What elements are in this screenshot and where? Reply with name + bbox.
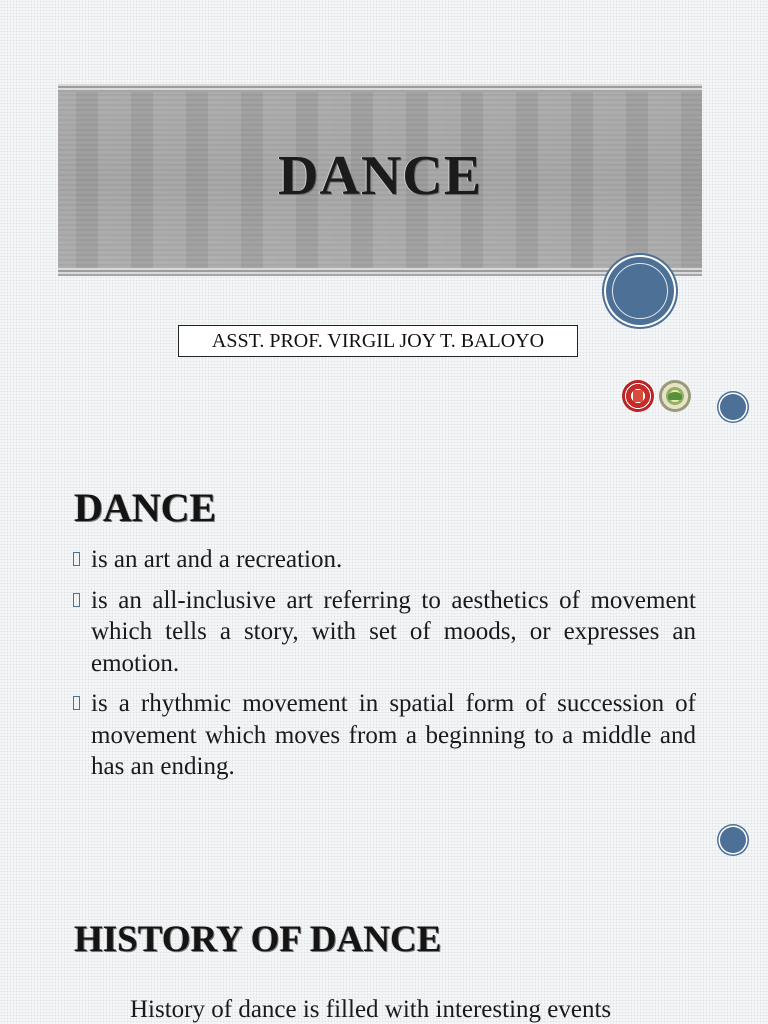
- small-circle-decoration: [720, 394, 746, 420]
- large-circle-decoration: [606, 257, 674, 325]
- body-paragraph: History of dance is filled with interesting events: [130, 996, 612, 1023]
- title-slide: [0, 0, 768, 440]
- bullet-item: [72, 544, 696, 576]
- small-circle-decoration: [720, 827, 746, 853]
- title-banner: [58, 84, 702, 276]
- university-seal-logo: [622, 380, 654, 412]
- slide-heading: DANCE: [74, 485, 217, 530]
- square-bullet-icon: [73, 696, 80, 710]
- definition-slide: [0, 440, 768, 880]
- bullet-text: is an all-inclusive art referring to aesthetics of movement which tells a story, with set of moods, or expresses an emotion.: [91, 586, 696, 677]
- bullet-item: [72, 585, 696, 680]
- banner-bottom-border: [58, 268, 702, 276]
- bullet-text: is a rhythmic movement in spatial form of succession of movement which moves from a beginning to a middle and has an ending.: [91, 690, 696, 780]
- history-slide: [0, 880, 768, 1024]
- slide-heading: HISTORY OF DANCE: [74, 919, 442, 960]
- bullet-list: [72, 544, 696, 792]
- banner-top-border: [58, 84, 702, 92]
- square-bullet-icon: [73, 552, 80, 566]
- bullet-item: [72, 688, 696, 783]
- square-bullet-icon: [73, 593, 80, 607]
- author-name: ASST. PROF. VIRGIL JOY T. BALOYO: [178, 325, 578, 357]
- slide-title: DANCE: [277, 145, 483, 207]
- bullet-text: is an art and a recreation.: [91, 546, 343, 573]
- college-seal-logo: [659, 380, 691, 412]
